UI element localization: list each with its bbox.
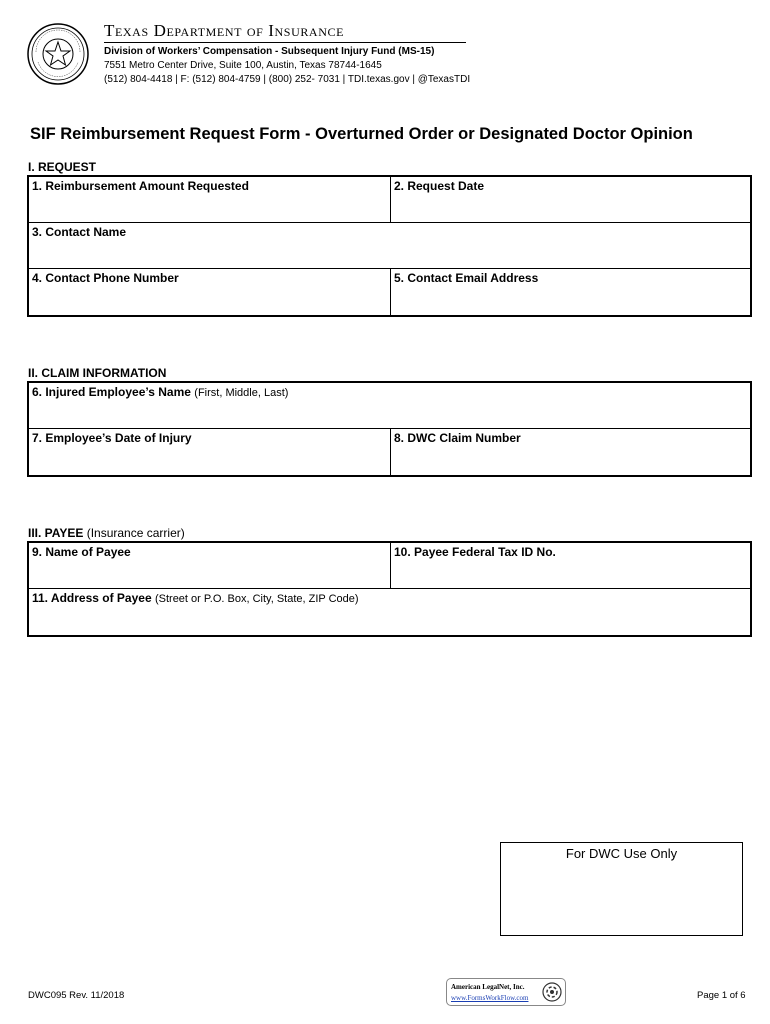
dwc-claim-number-field[interactable] — [391, 429, 750, 475]
agency-address: 7551 Metro Center Drive, Suite 100, Austin, Texas 78744-1645 — [104, 60, 382, 71]
contact-phone-field[interactable] — [29, 269, 391, 315]
field-label: 5. Contact Email Address — [394, 271, 539, 285]
header-rule — [104, 42, 466, 43]
payee-table — [27, 541, 752, 637]
table-row — [29, 543, 750, 589]
dwc-use-only-label: For DWC Use Only — [565, 846, 678, 861]
page-number: Page 1 of 6 — [697, 990, 746, 1001]
division-name: Division of Workers’ Compensation - Subsequent Injury Fund (MS-15) — [104, 46, 435, 57]
field-label: 2. Request Date — [394, 179, 485, 193]
payee-name-field[interactable] — [29, 543, 391, 588]
publisher-badge[interactable] — [446, 978, 566, 1006]
request-table — [27, 175, 752, 317]
dwc-use-only-box — [500, 842, 743, 936]
field-label: 3. Contact Name — [32, 225, 127, 239]
field-label: 8. DWC Claim Number — [394, 431, 521, 445]
table-row — [29, 383, 750, 429]
agency-name: Texas Department of Insurance — [104, 21, 345, 40]
table-row — [29, 589, 750, 635]
table-row — [29, 429, 750, 475]
date-of-injury-field[interactable] — [29, 429, 391, 475]
payee-tax-id-field[interactable] — [391, 543, 750, 588]
form-title: SIF Reimbursement Request Form - Overturned Order or Designated Doctor Opinion — [30, 125, 693, 143]
contact-email-field[interactable] — [391, 269, 750, 315]
heading-hint: (Insurance carrier) — [86, 526, 185, 540]
field-label: 9. Name of Payee — [32, 545, 131, 559]
publisher-logo-icon — [542, 982, 562, 1002]
field-label: 1. Reimbursement Amount Requested — [32, 179, 249, 193]
field-label: 7. Employee’s Date of Injury — [32, 431, 192, 445]
field-label: 11. Address of Payee — [32, 591, 152, 605]
form-revision: DWC095 Rev. 11/2018 — [28, 990, 125, 1001]
section-request-heading: I. REQUEST — [28, 160, 97, 174]
field-label: 10. Payee Federal Tax ID No. — [394, 545, 556, 559]
heading-text: III. PAYEE — [28, 526, 84, 540]
claim-table — [27, 381, 752, 477]
table-row — [29, 223, 750, 269]
employee-name-field[interactable] — [29, 383, 750, 428]
agency-contact: (512) 804-4418 | F: (512) 804-4759 | (800) 252- 7031 | TDI.texas.gov | @TexasTDI — [104, 74, 471, 85]
payee-address-field[interactable] — [29, 589, 750, 635]
reimbursement-amount-field[interactable] — [29, 177, 391, 222]
field-label: 6. Injured Employee’s Name — [32, 385, 191, 399]
section-claim-heading: II. CLAIM INFORMATION — [28, 366, 167, 380]
field-hint: (First, Middle, Last) — [194, 387, 289, 399]
section-payee-heading — [28, 526, 185, 540]
table-row — [29, 177, 750, 223]
field-hint: (Street or P.O. Box, City, State, ZIP Code) — [154, 593, 359, 605]
publisher-link[interactable]: www.FormsWorkFlow.com — [451, 994, 529, 1002]
agency-header — [104, 20, 471, 87]
table-row — [29, 269, 750, 315]
contact-name-field[interactable] — [29, 223, 750, 268]
field-label: 4. Contact Phone Number — [32, 271, 179, 285]
request-date-field[interactable] — [391, 177, 750, 222]
tdi-seal-logo — [26, 22, 90, 86]
publisher-name: American LegalNet, Inc. — [451, 983, 525, 991]
